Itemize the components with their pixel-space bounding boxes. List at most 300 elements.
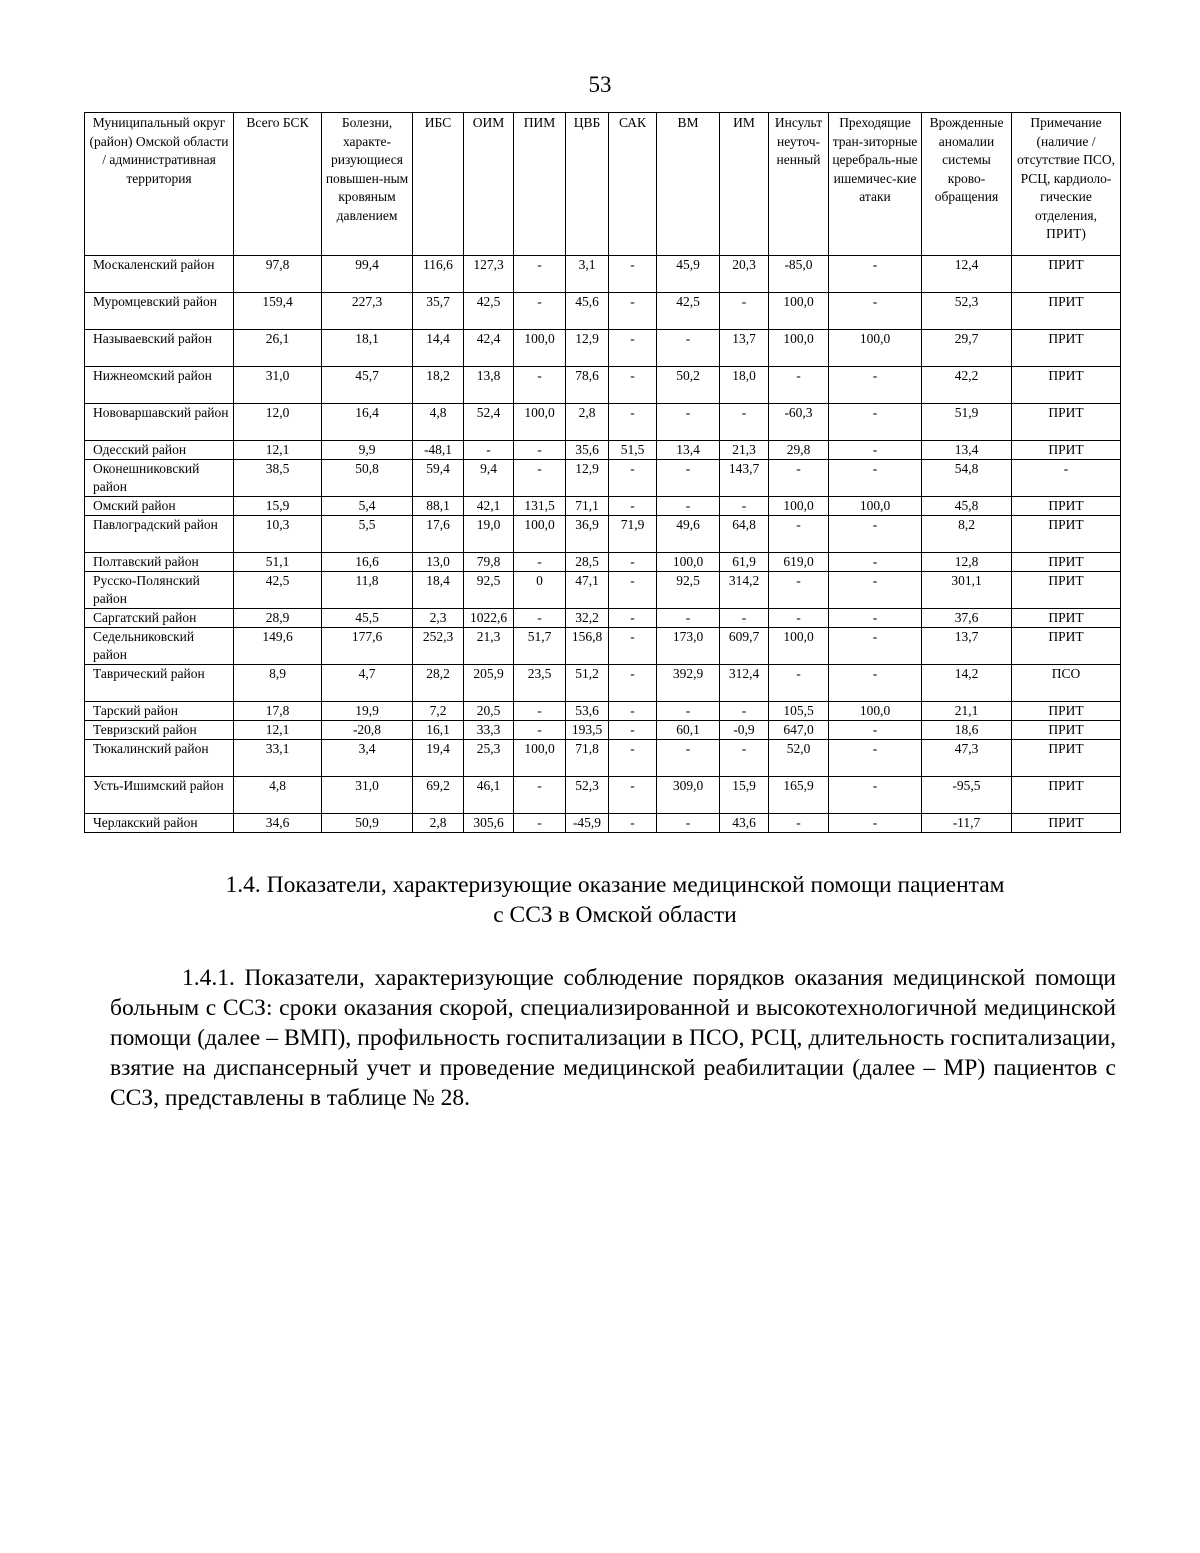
- table-cell: -: [609, 740, 657, 777]
- table-cell: ПРИТ: [1012, 721, 1121, 740]
- table-cell: -: [609, 367, 657, 404]
- table-cell: -: [609, 572, 657, 609]
- table-cell: 50,8: [322, 460, 413, 497]
- table-cell: 13,7: [922, 628, 1012, 665]
- district-name-cell: Оконешниковский район: [85, 460, 234, 497]
- column-header: Примечание (наличие / отсутствие ПСО, РСЦ, кардиоло-гические отделения, ПРИТ): [1012, 113, 1121, 256]
- table-cell: ПРИТ: [1012, 702, 1121, 721]
- table-cell: -: [657, 497, 720, 516]
- table-cell: 100,0: [657, 553, 720, 572]
- table-row: [85, 293, 1121, 330]
- table-cell: 38,5: [234, 460, 322, 497]
- table-cell: 165,9: [769, 777, 829, 814]
- table-cell: 52,3: [922, 293, 1012, 330]
- table-cell: 8,9: [234, 665, 322, 702]
- table-cell: 100,0: [514, 330, 566, 367]
- table-cell: -60,3: [769, 404, 829, 441]
- table-cell: 79,8: [464, 553, 514, 572]
- table-cell: 14,4: [413, 330, 464, 367]
- column-header: ВМ: [657, 113, 720, 256]
- table-row: [85, 609, 1121, 628]
- table-cell: 100,0: [829, 702, 922, 721]
- table-cell: -: [514, 777, 566, 814]
- table-cell: 51,7: [514, 628, 566, 665]
- table-cell: 392,9: [657, 665, 720, 702]
- table-cell: 52,0: [769, 740, 829, 777]
- table-cell: -: [829, 721, 922, 740]
- table-cell: -: [657, 460, 720, 497]
- table-cell: 18,0: [720, 367, 769, 404]
- table-cell: -: [657, 404, 720, 441]
- table-cell: 45,8: [922, 497, 1012, 516]
- table-cell: 60,1: [657, 721, 720, 740]
- table-cell: 619,0: [769, 553, 829, 572]
- table-cell: 3,4: [322, 740, 413, 777]
- table-cell: -: [720, 293, 769, 330]
- table-cell: 42,2: [922, 367, 1012, 404]
- table-cell: -: [657, 702, 720, 721]
- section-title-line2: с ССЗ в Омской области: [493, 902, 737, 928]
- column-header: Преходящие тран-зиторные церебраль-ные ишемичес-кие атаки: [829, 113, 922, 256]
- table-cell: 100,0: [829, 330, 922, 367]
- table-cell: 21,1: [922, 702, 1012, 721]
- table-cell: 45,9: [657, 256, 720, 293]
- table-row: [85, 553, 1121, 572]
- table-cell: 26,1: [234, 330, 322, 367]
- table-cell: 7,2: [413, 702, 464, 721]
- table-cell: 159,4: [234, 293, 322, 330]
- table-cell: -11,7: [922, 814, 1012, 833]
- table-cell: -: [769, 460, 829, 497]
- table-cell: 99,4: [322, 256, 413, 293]
- table-cell: 1022,6: [464, 609, 514, 628]
- table-cell: 53,6: [566, 702, 609, 721]
- table-cell: 647,0: [769, 721, 829, 740]
- table-cell: 16,1: [413, 721, 464, 740]
- table-cell: 71,8: [566, 740, 609, 777]
- column-header: Муниципальный округ (район) Омской области / административная территория: [85, 113, 234, 256]
- table-cell: 100,0: [514, 516, 566, 553]
- table-cell: -: [829, 516, 922, 553]
- table-cell: 17,6: [413, 516, 464, 553]
- table-cell: 12,8: [922, 553, 1012, 572]
- table-cell: -: [514, 293, 566, 330]
- table-cell: 51,5: [609, 441, 657, 460]
- table-cell: 28,5: [566, 553, 609, 572]
- table-cell: 69,2: [413, 777, 464, 814]
- table-cell: -: [464, 441, 514, 460]
- table-cell: 28,2: [413, 665, 464, 702]
- table-cell: 42,4: [464, 330, 514, 367]
- table-cell: -: [829, 740, 922, 777]
- table-cell: -95,5: [922, 777, 1012, 814]
- table-cell: 16,4: [322, 404, 413, 441]
- table-cell: -: [829, 628, 922, 665]
- table-row: [85, 367, 1121, 404]
- table-cell: ПРИТ: [1012, 777, 1121, 814]
- table-cell: -: [657, 740, 720, 777]
- table-row: [85, 721, 1121, 740]
- table-cell: 15,9: [720, 777, 769, 814]
- table-row: [85, 516, 1121, 553]
- district-name-cell: Одесский район: [85, 441, 234, 460]
- table-cell: 193,5: [566, 721, 609, 740]
- table-cell: -: [514, 256, 566, 293]
- table-cell: 20,5: [464, 702, 514, 721]
- table-cell: 33,3: [464, 721, 514, 740]
- table-cell: -48,1: [413, 441, 464, 460]
- table-cell: 31,0: [234, 367, 322, 404]
- table-cell: 51,1: [234, 553, 322, 572]
- table-row: [85, 460, 1121, 497]
- table-cell: 227,3: [322, 293, 413, 330]
- table-cell: -: [609, 665, 657, 702]
- table-cell: 59,4: [413, 460, 464, 497]
- table-cell: -: [609, 497, 657, 516]
- table-cell: 19,4: [413, 740, 464, 777]
- table-cell: 78,6: [566, 367, 609, 404]
- table-cell: 42,5: [234, 572, 322, 609]
- data-table: [84, 112, 1121, 833]
- table-cell: 17,8: [234, 702, 322, 721]
- table-cell: 12,9: [566, 330, 609, 367]
- table-cell: -: [609, 721, 657, 740]
- table-row: [85, 814, 1121, 833]
- table-cell: -: [769, 367, 829, 404]
- column-header: ЦВБ: [566, 113, 609, 256]
- table-cell: 100,0: [769, 497, 829, 516]
- district-name-cell: Нововаршавский район: [85, 404, 234, 441]
- district-name-cell: Тюкалинский район: [85, 740, 234, 777]
- table-cell: -: [514, 367, 566, 404]
- column-header: Инсульт неуточ-ненный: [769, 113, 829, 256]
- table-cell: 64,8: [720, 516, 769, 553]
- table-cell: 18,6: [922, 721, 1012, 740]
- table-cell: 71,9: [609, 516, 657, 553]
- table-cell: 100,0: [514, 740, 566, 777]
- table-cell: 34,6: [234, 814, 322, 833]
- table-cell: 16,6: [322, 553, 413, 572]
- table-row: [85, 740, 1121, 777]
- table-cell: 205,9: [464, 665, 514, 702]
- table-cell: -: [609, 330, 657, 367]
- table-cell: -: [720, 609, 769, 628]
- table-cell: 18,4: [413, 572, 464, 609]
- column-header: Всего БСК: [234, 113, 322, 256]
- table-cell: 105,5: [769, 702, 829, 721]
- district-name-cell: Полтавский район: [85, 553, 234, 572]
- table-cell: 88,1: [413, 497, 464, 516]
- table-cell: ПСО: [1012, 665, 1121, 702]
- table-cell: -: [720, 702, 769, 721]
- table-cell: 100,0: [769, 628, 829, 665]
- table-cell: 314,2: [720, 572, 769, 609]
- table-row: [85, 404, 1121, 441]
- table-cell: ПРИТ: [1012, 628, 1121, 665]
- table-cell: -: [609, 814, 657, 833]
- table-cell: 32,2: [566, 609, 609, 628]
- table-cell: 116,6: [413, 256, 464, 293]
- table-cell: 13,4: [657, 441, 720, 460]
- table-cell: 33,1: [234, 740, 322, 777]
- district-name-cell: Омский район: [85, 497, 234, 516]
- table-cell: -: [769, 609, 829, 628]
- table-cell: -: [769, 572, 829, 609]
- table-cell: ПРИТ: [1012, 330, 1121, 367]
- table-cell: -: [720, 404, 769, 441]
- table-cell: 92,5: [464, 572, 514, 609]
- column-header: ПИМ: [514, 113, 566, 256]
- table-cell: -: [829, 293, 922, 330]
- table-cell: -: [514, 609, 566, 628]
- table-row: [85, 572, 1121, 609]
- table-cell: 50,9: [322, 814, 413, 833]
- table-cell: -: [609, 293, 657, 330]
- district-name-cell: Называевский район: [85, 330, 234, 367]
- table-cell: ПРИТ: [1012, 256, 1121, 293]
- table-cell: -: [829, 609, 922, 628]
- table-cell: 43,6: [720, 814, 769, 833]
- table-cell: 37,6: [922, 609, 1012, 628]
- table-cell: ПРИТ: [1012, 609, 1121, 628]
- table-cell: 312,4: [720, 665, 769, 702]
- table-cell: -: [829, 777, 922, 814]
- table-cell: 25,3: [464, 740, 514, 777]
- table-cell: -: [769, 814, 829, 833]
- table-cell: -: [514, 441, 566, 460]
- column-header: ИМ: [720, 113, 769, 256]
- table-cell: -: [609, 777, 657, 814]
- table-cell: -: [514, 460, 566, 497]
- table-cell: ПРИТ: [1012, 441, 1121, 460]
- table-cell: ПРИТ: [1012, 740, 1121, 777]
- table-cell: 0: [514, 572, 566, 609]
- district-name-cell: Седельниковский район: [85, 628, 234, 665]
- table-cell: 100,0: [514, 404, 566, 441]
- table-cell: 54,8: [922, 460, 1012, 497]
- table-cell: -: [514, 553, 566, 572]
- table-cell: 10,3: [234, 516, 322, 553]
- table-cell: -: [609, 553, 657, 572]
- table-cell: -: [829, 553, 922, 572]
- table-cell: 45,5: [322, 609, 413, 628]
- table-cell: -: [769, 665, 829, 702]
- table-cell: -: [609, 256, 657, 293]
- table-cell: -: [609, 460, 657, 497]
- column-header: Врожденные аномалии системы крово-обращения: [922, 113, 1012, 256]
- table-cell: ПРИТ: [1012, 367, 1121, 404]
- table-cell: 305,6: [464, 814, 514, 833]
- table-cell: 31,0: [322, 777, 413, 814]
- table-cell: 21,3: [720, 441, 769, 460]
- table-cell: 149,6: [234, 628, 322, 665]
- table-cell: ПРИТ: [1012, 553, 1121, 572]
- table-cell: 252,3: [413, 628, 464, 665]
- table-cell: 301,1: [922, 572, 1012, 609]
- column-header: ОИМ: [464, 113, 514, 256]
- table-cell: -0,9: [720, 721, 769, 740]
- table-cell: ПРИТ: [1012, 814, 1121, 833]
- table-cell: 42,5: [464, 293, 514, 330]
- table-cell: 4,7: [322, 665, 413, 702]
- table-cell: -: [609, 628, 657, 665]
- table-cell: 51,2: [566, 665, 609, 702]
- table-cell: -: [720, 740, 769, 777]
- table-cell: 100,0: [769, 330, 829, 367]
- table-cell: 143,7: [720, 460, 769, 497]
- table-row: [85, 628, 1121, 665]
- table-cell: 609,7: [720, 628, 769, 665]
- table-cell: -: [829, 665, 922, 702]
- table-cell: 19,0: [464, 516, 514, 553]
- table-cell: 45,6: [566, 293, 609, 330]
- table-cell: 12,4: [922, 256, 1012, 293]
- table-cell: 127,3: [464, 256, 514, 293]
- table-cell: 3,1: [566, 256, 609, 293]
- district-name-cell: Таврический район: [85, 665, 234, 702]
- table-cell: 2,8: [413, 814, 464, 833]
- table-cell: 156,8: [566, 628, 609, 665]
- table-cell: 20,3: [720, 256, 769, 293]
- table-cell: -45,9: [566, 814, 609, 833]
- table-cell: 52,4: [464, 404, 514, 441]
- table-row: [85, 665, 1121, 702]
- table-cell: 47,1: [566, 572, 609, 609]
- table-cell: 2,3: [413, 609, 464, 628]
- table-cell: -: [829, 441, 922, 460]
- section-title: [110, 870, 1120, 930]
- table-cell: -: [829, 256, 922, 293]
- table-cell: 309,0: [657, 777, 720, 814]
- table-cell: 61,9: [720, 553, 769, 572]
- table-row: [85, 777, 1121, 814]
- table-cell: -85,0: [769, 256, 829, 293]
- table-cell: ПРИТ: [1012, 404, 1121, 441]
- table-row: [85, 497, 1121, 516]
- table-row: [85, 441, 1121, 460]
- district-name-cell: Муромцевский район: [85, 293, 234, 330]
- table-row: [85, 702, 1121, 721]
- table-cell: 18,1: [322, 330, 413, 367]
- table-header-row: [85, 113, 1121, 256]
- table-cell: 51,9: [922, 404, 1012, 441]
- table-row: [85, 256, 1121, 293]
- table-cell: -: [829, 404, 922, 441]
- table-cell: -: [514, 721, 566, 740]
- table-cell: 4,8: [413, 404, 464, 441]
- district-name-cell: Черлакский район: [85, 814, 234, 833]
- table-cell: 19,9: [322, 702, 413, 721]
- table-cell: 173,0: [657, 628, 720, 665]
- table-cell: 45,7: [322, 367, 413, 404]
- table-cell: -: [514, 814, 566, 833]
- table-cell: 42,5: [657, 293, 720, 330]
- table-cell: -: [769, 516, 829, 553]
- table-cell: 5,4: [322, 497, 413, 516]
- table-cell: 35,7: [413, 293, 464, 330]
- district-name-cell: Усть-Ишимский район: [85, 777, 234, 814]
- table-cell: 46,1: [464, 777, 514, 814]
- table-cell: 13,0: [413, 553, 464, 572]
- table-cell: -: [829, 460, 922, 497]
- table-cell: 9,4: [464, 460, 514, 497]
- section-paragraph: 1.4.1. Показатели, характеризующие соблюдение порядков оказания медицинской помощи больным с ССЗ: сроки оказания скорой, специализированной и высокотехнологичной медицинской помощи (далее – ВМП), профильность госпитализации в ПСО, РСЦ, длительность госпитализации, взятие на диспансерный учет и проведение медицинской реабилитации (далее – МР) пациентов с ССЗ, представлены в таблице № 28.: [110, 965, 1116, 1111]
- table-cell: 4,8: [234, 777, 322, 814]
- table-cell: 8,2: [922, 516, 1012, 553]
- table-cell: 21,3: [464, 628, 514, 665]
- district-name-cell: Нижнеомский район: [85, 367, 234, 404]
- table-cell: 71,1: [566, 497, 609, 516]
- column-header: ИБС: [413, 113, 464, 256]
- table-cell: 12,9: [566, 460, 609, 497]
- table-cell: 29,7: [922, 330, 1012, 367]
- district-name-cell: Москаленский район: [85, 256, 234, 293]
- table-cell: 177,6: [322, 628, 413, 665]
- table-cell: 47,3: [922, 740, 1012, 777]
- table-cell: -: [609, 404, 657, 441]
- table-cell: 131,5: [514, 497, 566, 516]
- column-header: САК: [609, 113, 657, 256]
- table-cell: 50,2: [657, 367, 720, 404]
- table-cell: 14,2: [922, 665, 1012, 702]
- district-name-cell: Саргатский район: [85, 609, 234, 628]
- table-cell: -: [609, 702, 657, 721]
- table-cell: ПРИТ: [1012, 516, 1121, 553]
- district-name-cell: Тарский район: [85, 702, 234, 721]
- table-cell: -: [829, 814, 922, 833]
- page-number: 53: [588, 72, 612, 97]
- table-cell: 100,0: [769, 293, 829, 330]
- table-cell: 36,9: [566, 516, 609, 553]
- table-cell: -: [829, 572, 922, 609]
- table-cell: 13,4: [922, 441, 1012, 460]
- district-name-cell: Русско-Полянский район: [85, 572, 234, 609]
- table-cell: 100,0: [829, 497, 922, 516]
- table-cell: -: [657, 609, 720, 628]
- table-cell: 13,8: [464, 367, 514, 404]
- table-cell: 9,9: [322, 441, 413, 460]
- table-cell: -: [657, 330, 720, 367]
- table-cell: 12,1: [234, 721, 322, 740]
- table-cell: ПРИТ: [1012, 572, 1121, 609]
- column-header: Болезни, характе-ризующиеся повышен-ным кровяным давлением: [322, 113, 413, 256]
- district-name-cell: Павлоградский район: [85, 516, 234, 553]
- table-cell: -: [829, 367, 922, 404]
- table-cell: -: [657, 814, 720, 833]
- table-cell: 97,8: [234, 256, 322, 293]
- table-cell: -: [720, 497, 769, 516]
- table-cell: 12,0: [234, 404, 322, 441]
- table-cell: 35,6: [566, 441, 609, 460]
- table-cell: -: [609, 609, 657, 628]
- table-cell: 5,5: [322, 516, 413, 553]
- table-cell: 92,5: [657, 572, 720, 609]
- table-cell: 13,7: [720, 330, 769, 367]
- table-cell: 11,8: [322, 572, 413, 609]
- table-cell: ПРИТ: [1012, 497, 1121, 516]
- table-cell: 49,6: [657, 516, 720, 553]
- table-cell: -: [514, 702, 566, 721]
- table-cell: -20,8: [322, 721, 413, 740]
- table-cell: 29,8: [769, 441, 829, 460]
- table-cell: 52,3: [566, 777, 609, 814]
- table-cell: ПРИТ: [1012, 293, 1121, 330]
- table-cell: 15,9: [234, 497, 322, 516]
- table-cell: -: [1012, 460, 1121, 497]
- table-row: [85, 330, 1121, 367]
- table-cell: 12,1: [234, 441, 322, 460]
- table-cell: 23,5: [514, 665, 566, 702]
